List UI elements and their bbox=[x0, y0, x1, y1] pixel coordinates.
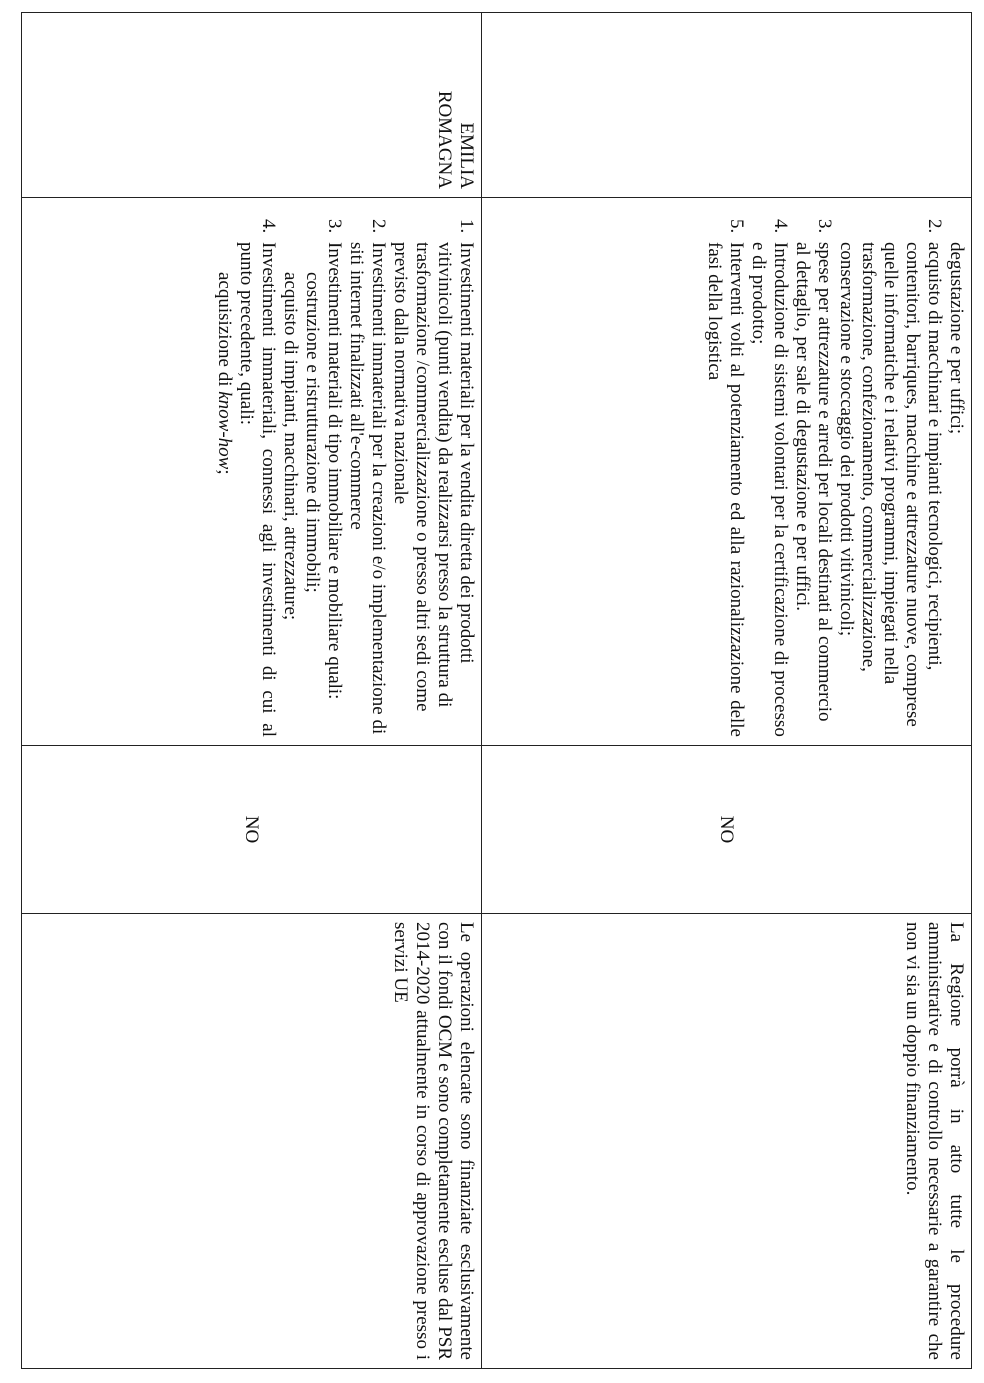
sub-list bbox=[279, 242, 323, 737]
sub-item: costruzione e ristrutturazione di immobili; bbox=[302, 272, 323, 593]
note-text: Le operazioni elencate sono finanziate esclusivamente con il fondi OCM e sono completamente escluse dal PSR 2014-2020 attualmente in corso di approvazione presso i servizi UE bbox=[390, 922, 477, 1360]
list-item: 1. Investimenti materiali per la vendita diretta dei prodotti vitivinicoli (punti vendita) da realizzarsi presso la struttura di trasformazione /commercializzazione o presso altri sedi come previsto dalla normativa nazionale bbox=[389, 238, 477, 737]
sub-item bbox=[213, 272, 235, 737]
note-text: La Regione porrà in atto tutte le procedure amministrative e di controllo necessarie a garantire che non vi sia un doppio finanziamento. bbox=[902, 922, 967, 1360]
region-name-line1: EMILIA bbox=[456, 122, 477, 189]
sub-item-italic: know-how bbox=[214, 391, 235, 470]
list-item: 3. spese per attrezzature e arredi per locali destinati al commercio al dettaglio, per sale di degustazione e per uffici. bbox=[791, 238, 835, 737]
note-cell bbox=[482, 914, 972, 1369]
answer-value: NO bbox=[716, 815, 738, 844]
table-row bbox=[482, 13, 972, 1369]
sub-item-prefix: acquisizione di bbox=[214, 272, 235, 392]
sub-item-suffix: ; bbox=[214, 469, 235, 475]
sub-item: acquisto di impianti, macchinari, attrezzature; bbox=[280, 272, 301, 621]
interventions-list bbox=[213, 206, 477, 737]
interventions-list bbox=[703, 206, 945, 737]
list-item bbox=[213, 238, 279, 737]
table-row bbox=[22, 13, 482, 1369]
region-cell bbox=[22, 13, 482, 198]
continuation-text: degustazione e per uffici; bbox=[946, 242, 967, 435]
measures-table bbox=[21, 12, 972, 1369]
note-cell bbox=[22, 914, 482, 1369]
list-item: 4. Introduzione di sistemi volontari per la certificazione di processo e di prodotto; bbox=[747, 238, 791, 737]
rotated-table-wrapper bbox=[22, 12, 972, 1368]
sub-list bbox=[213, 242, 235, 737]
list-item-text: Investimenti immateriali, connessi agli investimenti di cui al punto precedente, quali: bbox=[236, 242, 279, 737]
region-cell-empty bbox=[482, 13, 972, 198]
list-item-text: Investimenti materiali di tipo immobiliare e mobiliare quali: bbox=[324, 242, 345, 700]
region-name-line2: ROMAGNA bbox=[434, 90, 455, 189]
list-item: 2. acquisto di macchinari e impianti tecnologici, recipienti, contenitori, barriques, macchine e attrezzature nuove, comprese quelle informatiche e i relativi programmi, impiegati nella trasformazione, confezionamento, commercializzazione, conservazione e stoccaggio dei prodotti vitivinicoli; bbox=[835, 238, 945, 737]
list-item: 5. Interventi volti al potenziamento ed alla razionalizzazione delle fasi della logistica bbox=[703, 238, 747, 737]
interventions-cell bbox=[22, 198, 482, 746]
answer-cell bbox=[22, 746, 482, 914]
answer-cell bbox=[482, 746, 972, 914]
list-item: 2. Investimenti immateriali per la creazioni e/o implementazione di siti internet finalizzati all'e-commerce bbox=[345, 238, 389, 737]
interventions-cell bbox=[482, 198, 972, 746]
answer-value: NO bbox=[241, 815, 263, 844]
list-item bbox=[279, 238, 345, 737]
